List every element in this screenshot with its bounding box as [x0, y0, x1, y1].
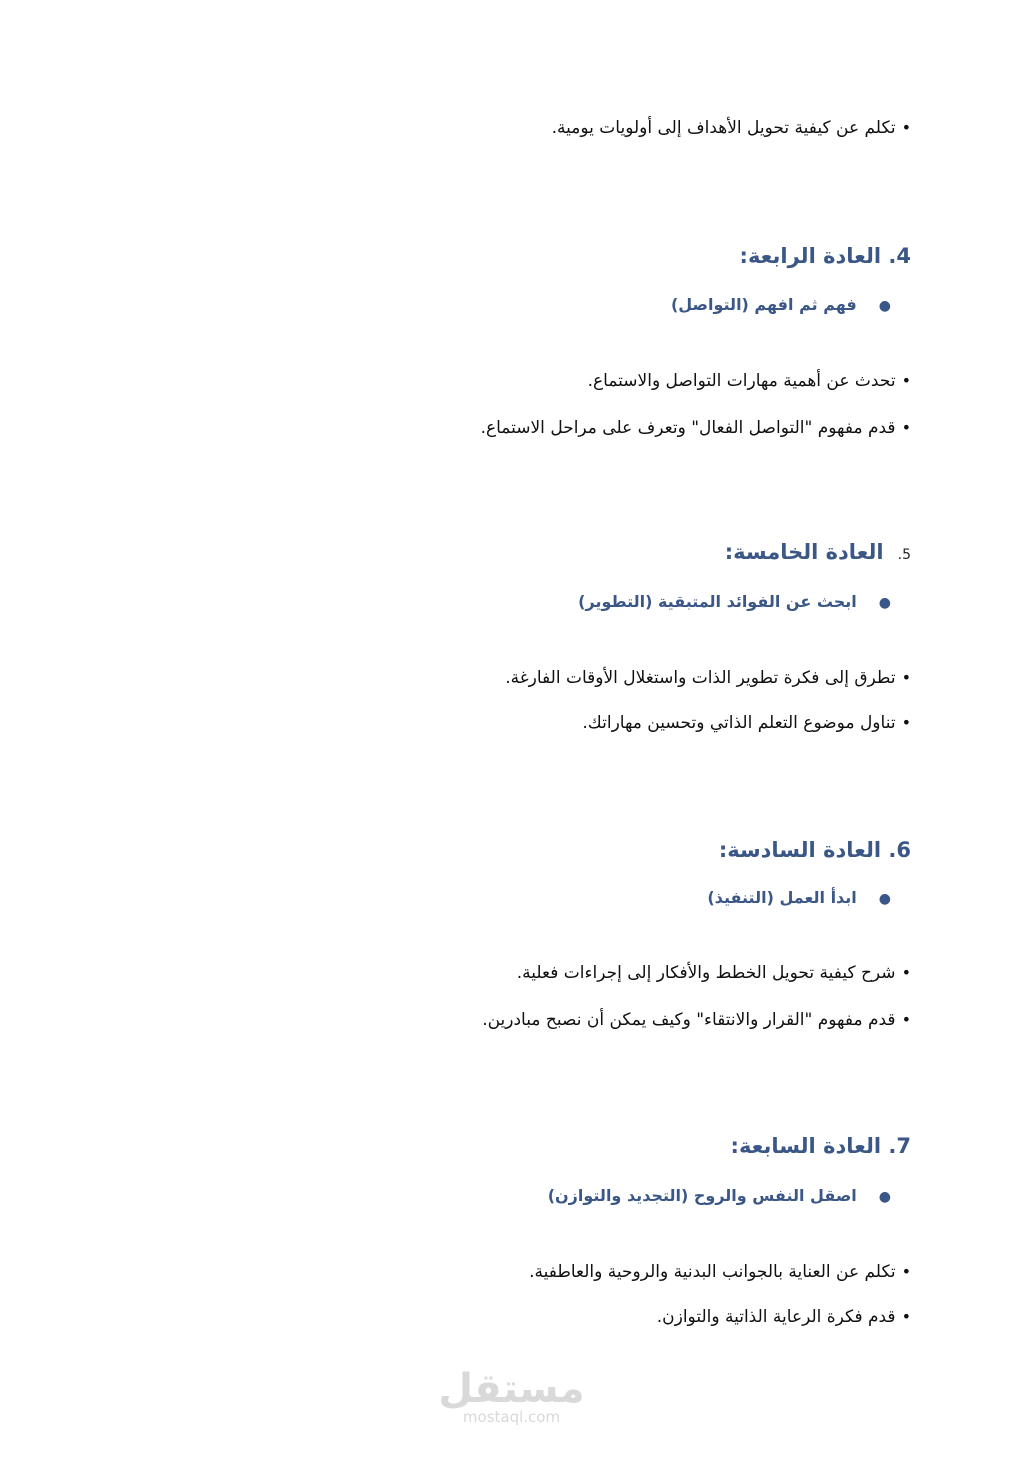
bullet-icon: • [901, 1010, 911, 1029]
bullet-icon: • [901, 1307, 911, 1326]
point-text: تناول موضوع التعلم الذاتي وتحسين مهاراتك. [582, 713, 896, 733]
section-number: 6. [888, 838, 911, 862]
section-number: 5. [897, 547, 911, 563]
section-5-subtitle [578, 592, 891, 611]
point-text: شرح كيفية تحويل الخطط والأفكار إلى إجراءات فعلية. [516, 963, 896, 983]
section-title: العادة الخامسة: [724, 540, 884, 564]
subtitle-text: فهم ثم افهم (التواصل) [670, 295, 857, 314]
subtitle-text: اصقل النفس والروح (التجديد والتوازن) [547, 1186, 857, 1205]
section-number: 4. [888, 244, 911, 268]
section-6-heading [719, 838, 911, 862]
section-7-point-2 [657, 1307, 911, 1327]
section-number: 7. [888, 1134, 911, 1158]
bullet-icon: • [901, 713, 911, 732]
bullet-icon: • [901, 418, 911, 437]
bullet-icon: ● [878, 595, 891, 611]
section-title: العادة الرابعة: [739, 244, 882, 268]
bullet-icon: • [901, 1262, 911, 1281]
bullet-icon: • [901, 118, 911, 137]
section-5-point-1 [505, 668, 911, 688]
section-4-subtitle [671, 295, 891, 314]
subtitle-text: ابحث عن الفوائد المتبقية (التطوير) [578, 592, 857, 611]
intro-bullet-line [552, 118, 911, 138]
watermark-url: mostaql.com [462, 1408, 561, 1426]
bullet-icon: ● [878, 298, 891, 314]
section-title: العادة السادسة: [718, 838, 882, 862]
bullet-icon: • [901, 963, 911, 982]
point-text: تكلم عن العناية بالجوانب البدنية والروحية والعاطفية. [529, 1262, 896, 1282]
bullet-icon: • [901, 371, 911, 390]
section-7-heading [731, 1134, 911, 1158]
section-5-point-2 [582, 713, 911, 733]
point-text: تطرق إلى فكرة تطوير الذات واستغلال الأوقات الفارغة. [505, 668, 896, 688]
section-7-point-1 [529, 1262, 911, 1282]
section-title: العادة السابعة: [730, 1134, 882, 1158]
section-6-point-2 [482, 1010, 911, 1030]
point-text: قدم مفهوم "التواصل الفعال" وتعرف على مراحل الاستماع. [480, 418, 896, 438]
section-4-point-2 [481, 418, 911, 438]
watermark-logo: مستقل [438, 1366, 585, 1412]
section-4-heading [740, 244, 911, 268]
section-4-point-1 [588, 371, 911, 391]
section-6-subtitle [707, 888, 891, 907]
bullet-icon: • [901, 668, 911, 687]
point-text: قدم فكرة الرعاية الذاتية والتوازن. [656, 1307, 896, 1327]
bullet-icon: ● [878, 891, 891, 907]
intro-text: تكلم عن كيفية تحويل الأهداف إلى أولويات يومية. [551, 118, 896, 138]
section-6-point-1 [517, 963, 911, 983]
point-text: تحدث عن أهمية مهارات التواصل والاستماع. [587, 371, 896, 391]
bullet-icon: ● [878, 1189, 891, 1205]
section-5-heading [725, 540, 911, 564]
point-text: قدم مفهوم "القرار والانتقاء" وكيف يمكن أن نصبح مبادرين. [482, 1010, 896, 1030]
section-7-subtitle [548, 1186, 891, 1205]
subtitle-text: ابدأ العمل (التنفيذ) [707, 888, 857, 907]
